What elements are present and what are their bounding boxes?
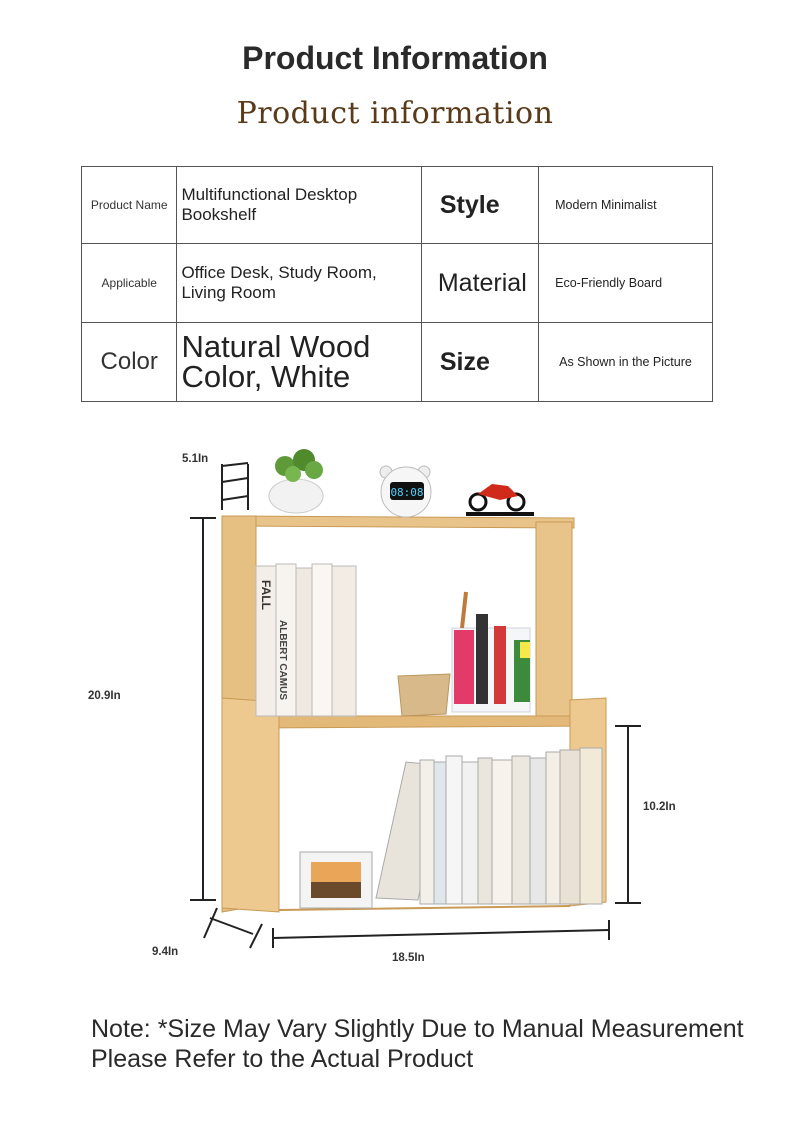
- size-label: Size: [421, 323, 538, 402]
- clock-display: 08:08: [390, 486, 424, 499]
- dim-top-rail: 5.1In: [182, 453, 209, 465]
- applicable-value: Office Desk, Study Room, Living Room: [177, 244, 421, 323]
- material-value: Eco-Friendly Board: [539, 244, 713, 323]
- upper-books: [256, 564, 356, 716]
- size-value: As Shown in the Picture: [539, 323, 713, 402]
- product-name-label: Product Name: [82, 167, 177, 244]
- spec-row: [82, 244, 713, 323]
- material-label: Material: [421, 244, 538, 323]
- book-author-camus: ALBERT CAMUS: [277, 620, 288, 700]
- page-title: Product Information: [242, 40, 548, 76]
- product-name-value: Multifunctional Desktop Bookshelf: [177, 167, 421, 244]
- plant-pot: [269, 449, 323, 513]
- size-note: [91, 1014, 790, 1074]
- note-line-1: Note: *Size May Vary Slightly Due to Manual Measurement: [91, 1015, 744, 1043]
- dim-width: 18.5In: [392, 952, 425, 964]
- applicable-label: Applicable: [82, 244, 177, 323]
- bookshelf-illustration: [0, 430, 790, 990]
- dim-total-height: 20.9In: [88, 690, 121, 702]
- note-line-2: Please Refer to the Actual Product: [91, 1045, 474, 1073]
- spec-table: [81, 166, 713, 402]
- spec-row: [82, 323, 713, 402]
- book-title-fall: FALL: [259, 580, 273, 610]
- style-value: Modern Minimalist: [539, 167, 713, 244]
- color-value: Natural Wood Color, White: [177, 323, 421, 402]
- dim-depth: 9.4In: [152, 946, 179, 958]
- dim-lower-height: 10.2In: [643, 801, 676, 813]
- page-subtitle: Product information: [236, 96, 554, 131]
- motorcycle-model: [466, 484, 534, 516]
- alarm-clock: [380, 466, 431, 517]
- style-label: Style: [421, 167, 538, 244]
- lower-books: [376, 748, 602, 904]
- color-label: Color: [82, 323, 177, 402]
- pen-holder: [398, 592, 530, 716]
- photo-frame: [300, 852, 372, 908]
- spec-row: [82, 167, 713, 244]
